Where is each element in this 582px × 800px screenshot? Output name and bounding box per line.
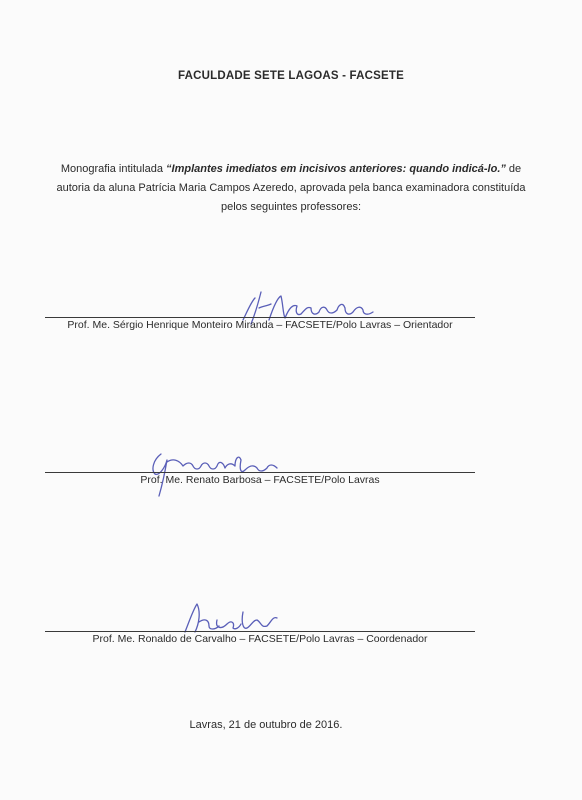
signature-block-examiner	[45, 440, 475, 500]
signature-block-coordinator	[45, 598, 475, 648]
signatory-caption: Prof. Me. Ronaldo de Carvalho – FACSETE/Polo Lavras – Coordenador	[92, 633, 428, 645]
signatory-caption: Prof. Me. Renato Barbosa – FACSETE/Polo Lavras	[140, 474, 380, 486]
signature-line	[45, 317, 475, 318]
handwritten-signature-barbosa	[143, 440, 293, 500]
signatory-caption: Prof. Me. Sérgio Henrique Monteiro Miranda – FACSETE/Polo Lavras – Orientador	[67, 319, 453, 331]
signature-block-advisor	[45, 290, 475, 340]
approval-statement	[52, 160, 530, 217]
place-date: Lavras, 21 de outubro de 2016.	[189, 719, 343, 731]
handwritten-signature-carvalho	[175, 598, 295, 638]
institution-heading: FACULDADE SETE LAGOAS - FACSETE	[178, 70, 404, 82]
approval-intro: Monografia intitulada	[60, 163, 167, 175]
signature-line	[45, 472, 475, 473]
monograph-title: “Implantes imediatos em incisivos anteriores: quando indicá-lo.”	[166, 163, 506, 175]
approval-rest: de autoria da aluna Patrícia Maria Campos Azeredo, aprovada pela banca examinadora constituída pelos seguintes professores:	[56, 163, 526, 213]
signature-line	[45, 631, 475, 632]
